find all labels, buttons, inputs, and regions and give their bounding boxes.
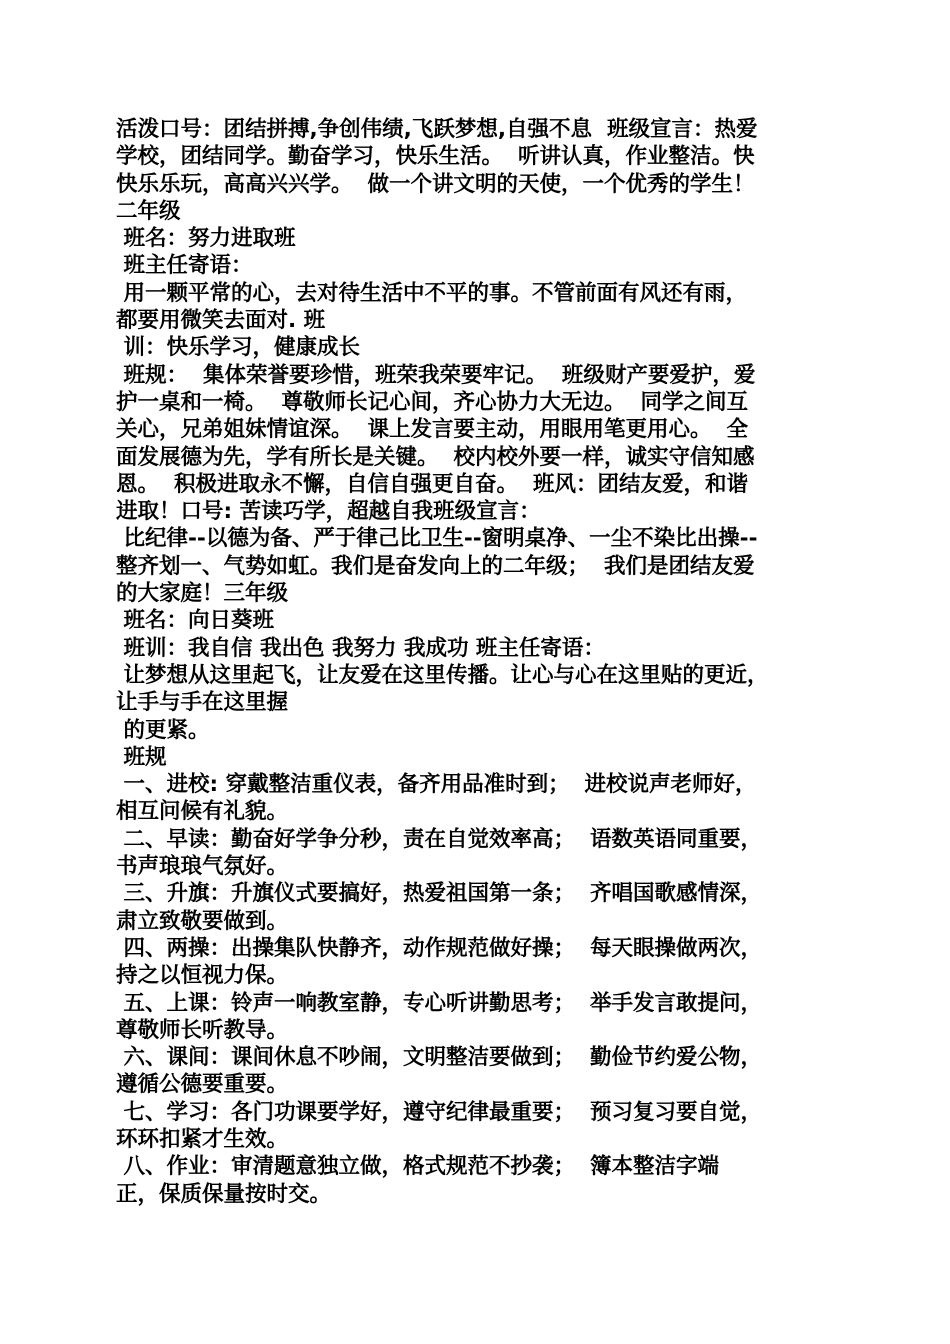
text-line: 班名：向日葵班 [116, 608, 274, 634]
text-line: 进取！口号: 苦读巧学，超越自我班级宣言： [116, 499, 541, 525]
text-line: 五、上课：铃声一响教室静，专心听讲勤思考； 举手发言敢提问， [116, 990, 762, 1016]
text-line: 正，保质保量按时交。 [116, 1181, 332, 1207]
text-line: 环环扣紧才生效。 [116, 1126, 289, 1152]
text-line: 活泼口号：团结拼搏,争创伟绩,飞跃梦想,自强不息 班级宣言：热爱 [116, 117, 758, 142]
text-line: 关心，兄弟姐妹情谊深。 课上发言要主动，用眼用笔更用心。 全 [116, 417, 748, 443]
text-line: 班规： 集体荣誉要珍惜，班荣我荣要牢记。 班级财产要爱护，爱 [116, 362, 756, 388]
text-line: 让手与手在这里握 [116, 690, 289, 716]
text-line: 让梦想从这里起飞，让友爱在这里传播。让心与心在这里贴的更近， [116, 662, 769, 688]
text-line: 的大家庭！三年级 [116, 581, 289, 607]
text-line: 书声琅琅气氛好。 [116, 854, 289, 880]
text-line: 班主任寄语： [116, 253, 253, 279]
text-line: 训：快乐学习，健康成长 [116, 335, 360, 361]
text-line: 用一颗平常的心，去对待生活中不平的事。不管前面有风还有雨， [116, 280, 747, 306]
text-line: 班规 [116, 744, 167, 770]
text-line: 相互问候有礼貌。 [116, 799, 289, 825]
text-line: 持之以恒视力保。 [116, 963, 289, 989]
text-line: 班训：我自信 我出色 我努力 我成功 班主任寄语： [116, 635, 605, 661]
text-line: 都要用微笑去面对. 班 [116, 308, 326, 334]
text-line: 比纪律--以德为备、严于律己比卫生--窗明桌净、一尘不染比出操-- [116, 526, 758, 552]
text-line: 七、学习：各门功课要学好，遵守纪律最重要； 预习复习要自觉， [116, 1099, 762, 1125]
text-line: 二年级 [116, 198, 181, 224]
text-line: 八、作业：审清题意独立做，格式规范不抄袭； 簿本整洁字端 [116, 1154, 719, 1180]
text-line: 四、两操：出操集队快静齐，动作规范做好操； 每天眼操做两次， [116, 935, 762, 961]
text-line: 恩。 积极进取永不懈，自信自强更自奋。 班风：团结友爱，和谐 [116, 471, 748, 497]
text-line: 尊敬师长听教导。 [116, 1017, 289, 1043]
text-line: 二、早读：勤奋好学争分秒，责在自觉效率高； 语数英语同重要， [116, 826, 762, 852]
text-line: 的更紧。 [116, 717, 210, 743]
text-line: 学校，团结同学。勤奋学习，快乐生活。 听讲认真，作业整洁。快 [116, 144, 755, 170]
text-line: 六、课间：课间休息不吵闹，文明整洁要做到； 勤俭节约爱公物， [116, 1045, 762, 1071]
text-line: 面发展德为先，学有所长是关键。 校内校外要一样，诚实守信知感 [116, 444, 755, 470]
document-body [116, 116, 836, 1208]
text-line: 护一桌和一椅。 尊敬师长记心间，齐心协力大无边。 同学之间互 [116, 389, 748, 415]
text-line: 肃立致敬要做到。 [116, 908, 289, 934]
text-line: 快乐乐玩，高高兴兴学。 做一个讲文明的天使，一个优秀的学生！ [116, 171, 755, 197]
text-line: 整齐划一、气势如虹。我们是奋发向上的二年级； 我们是团结友爱 [116, 553, 755, 579]
text-line: 遵循公德要重要。 [116, 1072, 289, 1098]
text-line: 班名：努力进取班 [116, 226, 296, 252]
text-line: 三、升旗：升旗仪式要搞好，热爱祖国第一条； 齐唱国歌感情深， [116, 881, 762, 907]
text-line: 一、进校: 穿戴整洁重仪表，备齐用品准时到； 进校说声老师好， [116, 772, 757, 798]
